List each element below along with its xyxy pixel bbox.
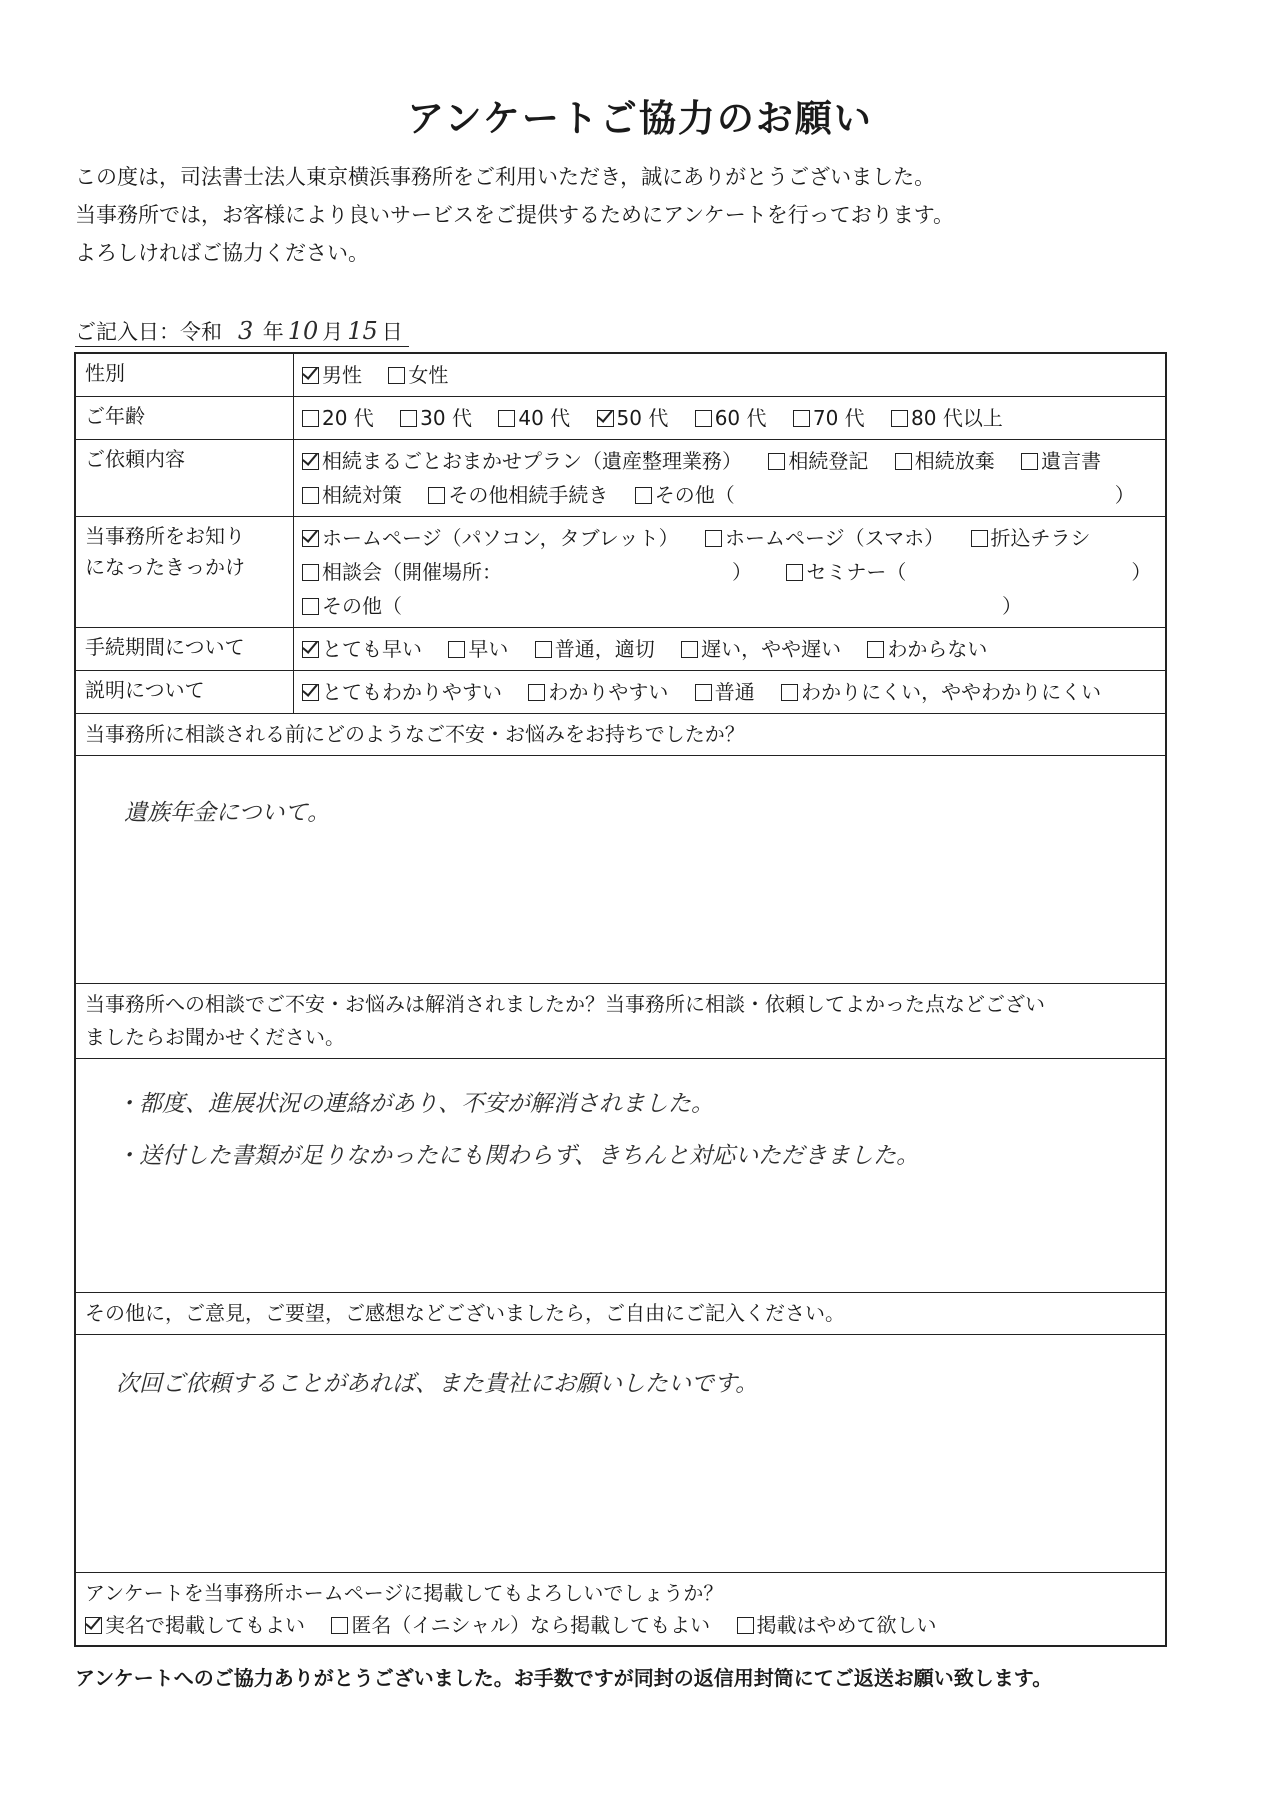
option-label: ホームページ（スマホ） <box>724 526 945 550</box>
publish-option[interactable] <box>85 1609 305 1641</box>
checkbox[interactable] <box>695 684 712 701</box>
period-option[interactable] <box>867 632 987 666</box>
publish-option[interactable] <box>331 1609 710 1641</box>
date-day-unit: 日 <box>381 320 403 344</box>
checkbox[interactable] <box>681 641 698 658</box>
answer-3-area[interactable] <box>76 1335 1165 1573</box>
intro-text <box>75 158 1225 272</box>
checkbox[interactable] <box>768 453 785 470</box>
option-label: 相続対策 <box>322 483 402 507</box>
period-option[interactable] <box>448 632 508 666</box>
option-label: 相続まるごとおまかせプラン（遺産整理業務） <box>322 449 742 473</box>
checkbox[interactable] <box>448 641 465 658</box>
question-2-line: 当事務所への相談でご不安・お悩みは解消されましたか？当事務所に相談・依頼してよかった点などござい <box>85 992 1045 1016</box>
explain-option[interactable] <box>302 675 502 709</box>
checkbox[interactable] <box>695 410 712 427</box>
option-label: その他相続手続き <box>448 483 609 507</box>
age-option[interactable] <box>891 401 1003 435</box>
request-option[interactable] <box>1021 444 1101 478</box>
checkbox[interactable] <box>302 367 319 384</box>
checkbox[interactable] <box>535 641 552 658</box>
source-seminar-option[interactable] <box>786 555 906 589</box>
checkbox[interactable] <box>793 410 810 427</box>
request-option[interactable] <box>895 444 995 478</box>
request-option[interactable] <box>428 478 608 512</box>
explain-option[interactable] <box>528 675 668 709</box>
checkbox[interactable] <box>891 410 908 427</box>
checkbox[interactable] <box>635 487 652 504</box>
checkbox[interactable] <box>85 1617 102 1634</box>
gender-row <box>76 354 1165 397</box>
option-label: とても早い <box>322 637 422 661</box>
option-label: わかりやすい <box>548 680 669 704</box>
option-label: 50 代 <box>616 406 669 430</box>
checkbox[interactable] <box>428 487 445 504</box>
gender-option[interactable] <box>388 358 448 392</box>
option-label: 掲載はやめて欲しい <box>756 1613 937 1637</box>
survey-table <box>74 352 1167 1647</box>
close-paren: ） <box>732 560 752 584</box>
option-label: 70 代 <box>812 406 865 430</box>
age-row <box>76 397 1165 440</box>
source-label-line: 当事務所をお知り <box>85 524 245 548</box>
question-3: その他に，ご意見，ご要望，ご感想などございましたら，ご自由にご記入ください。 <box>76 1293 1165 1335</box>
age-option[interactable] <box>302 401 374 435</box>
option-label: わかりにくい，ややわかりにくい <box>801 680 1102 704</box>
option-label: 40 代 <box>518 406 571 430</box>
checkbox[interactable] <box>781 684 798 701</box>
checkbox[interactable] <box>302 598 319 615</box>
option-label: 男性 <box>322 363 362 387</box>
question-1: 当事務所に相談される前にどのようなご不安・お悩みをお持ちでしたか？ <box>76 714 1165 756</box>
question-2 <box>76 984 1165 1059</box>
checkbox[interactable] <box>302 684 319 701</box>
period-option[interactable] <box>681 632 841 666</box>
date-month-unit: 月 <box>322 320 344 344</box>
explain-option[interactable] <box>695 675 755 709</box>
option-label: 遅い，やや遅い <box>701 637 842 661</box>
request-label: ご依頼内容 <box>76 440 294 516</box>
answer-2-area[interactable] <box>76 1059 1165 1293</box>
period-row <box>76 628 1165 671</box>
source-row <box>76 517 1165 628</box>
source-label <box>76 517 294 627</box>
answer-2-line: ・送付した書類が足りなかったにも関わらず、きちんと対応いただきました。 <box>116 1143 920 1169</box>
close-paren: ） <box>1002 594 1022 618</box>
age-option[interactable] <box>695 401 767 435</box>
checkbox[interactable] <box>302 410 319 427</box>
option-label: セミナー（ <box>806 560 907 584</box>
option-label: 折込チラシ <box>990 526 1091 550</box>
option-label: 相続放棄 <box>914 449 995 473</box>
checkbox[interactable] <box>498 410 515 427</box>
option-label: 普通 <box>714 680 755 704</box>
age-option[interactable] <box>498 401 570 435</box>
checkbox[interactable] <box>302 487 319 504</box>
option-label: 相談会（開催場所： <box>322 560 502 584</box>
option-label: その他（ <box>322 594 402 618</box>
answer-2-line: ・都度、進展状況の連絡があり、不安が解消されました。 <box>116 1091 714 1117</box>
option-label: その他（ <box>654 483 735 507</box>
period-option[interactable] <box>535 632 655 666</box>
answer-1-text: 遺族年金について。 <box>124 800 331 826</box>
option-label: 遺言書 <box>1041 449 1102 473</box>
checkbox[interactable] <box>302 641 319 658</box>
date-year-value[interactable]: 3 <box>238 317 254 345</box>
close-paren: ） <box>1131 560 1152 584</box>
question-2-line: ましたらお聞かせください。 <box>85 1025 345 1049</box>
checkbox[interactable] <box>302 453 319 470</box>
source-consult-option[interactable] <box>302 555 502 589</box>
request-option[interactable] <box>302 444 742 478</box>
option-label: 早い <box>468 637 509 661</box>
gender-label: 性別 <box>76 354 294 396</box>
checkbox[interactable] <box>895 453 912 470</box>
gender-option[interactable] <box>302 358 362 392</box>
close-paren: ） <box>1114 483 1135 507</box>
answer-1-area[interactable] <box>76 756 1165 984</box>
explain-label: 説明について <box>76 671 294 713</box>
request-option[interactable] <box>302 478 402 512</box>
option-label: とてもわかりやすい <box>322 680 502 704</box>
request-row <box>76 440 1165 517</box>
checkbox[interactable] <box>302 530 319 547</box>
option-label: 普通，適切 <box>554 637 655 661</box>
age-option[interactable] <box>597 401 669 435</box>
checkbox[interactable] <box>1021 453 1038 470</box>
checkbox[interactable] <box>786 564 803 581</box>
source-other-option[interactable] <box>302 589 402 623</box>
intro-line: この度は，司法書士法人東京横浜事務所をご利用いただき，誠にありがとうございました。 <box>75 165 936 189</box>
checkbox[interactable] <box>388 367 405 384</box>
publish-section <box>76 1573 1165 1645</box>
publish-option[interactable] <box>737 1609 937 1641</box>
explain-option[interactable] <box>781 675 1101 709</box>
option-label: 女性 <box>408 363 449 387</box>
checkbox[interactable] <box>597 410 614 427</box>
date-label: ご記入日：令和 <box>75 320 222 344</box>
option-label: 60 代 <box>714 406 767 430</box>
request-other-option[interactable] <box>635 478 735 512</box>
source-option[interactable] <box>971 521 1091 555</box>
answer-3-text: 次回ご依頼することがあれば、また貴社にお願いしたいです。 <box>116 1371 759 1397</box>
option-label: 相続登記 <box>788 449 869 473</box>
intro-line: 当事務所では，お客様により良いサービスをご提供するためにアンケートを行っております。 <box>75 203 955 227</box>
option-label: 80 代以上 <box>911 406 1003 430</box>
period-option[interactable] <box>302 632 422 666</box>
checkbox[interactable] <box>331 1617 348 1634</box>
age-option[interactable] <box>400 401 472 435</box>
checkbox[interactable] <box>705 530 722 547</box>
checkbox[interactable] <box>302 564 319 581</box>
checkbox[interactable] <box>400 410 417 427</box>
date-day-value[interactable]: 15 <box>347 317 378 345</box>
source-label-line: になったきっかけ <box>85 555 245 579</box>
source-option[interactable] <box>705 521 944 555</box>
intro-line: よろしければご協力ください。 <box>75 241 369 265</box>
page-title: アンケートご協力のお願い <box>407 97 873 140</box>
option-label: 20 代 <box>322 406 374 430</box>
checkbox[interactable] <box>867 641 884 658</box>
entry-date <box>75 316 409 347</box>
source-option[interactable] <box>302 521 679 555</box>
publish-question: アンケートを当事務所ホームページに掲載してもよろしいでしょうか？ <box>85 1581 724 1605</box>
age-label: ご年齢 <box>76 397 294 439</box>
option-label: 匿名（イニシャル）なら掲載してもよい <box>351 1613 711 1637</box>
date-year-unit: 年 <box>262 320 284 344</box>
checkbox[interactable] <box>737 1617 754 1634</box>
period-label: 手続期間について <box>76 628 294 670</box>
option-label: わからない <box>887 637 988 661</box>
option-label: 30 代 <box>420 406 472 430</box>
explain-row <box>76 671 1165 714</box>
request-option[interactable] <box>768 444 868 478</box>
age-option[interactable] <box>793 401 865 435</box>
checkbox[interactable] <box>528 684 545 701</box>
option-label: 実名で掲載してもよい <box>105 1613 305 1637</box>
footer-thanks: アンケートへのご協力ありがとうございました。お手数ですが同封の返信用封筒にてご返送お願い致します。 <box>75 1666 1053 1690</box>
date-month-value[interactable]: 10 <box>287 317 319 345</box>
option-label: ホームページ（パソコン，タブレット） <box>322 526 679 550</box>
checkbox[interactable] <box>971 530 988 547</box>
